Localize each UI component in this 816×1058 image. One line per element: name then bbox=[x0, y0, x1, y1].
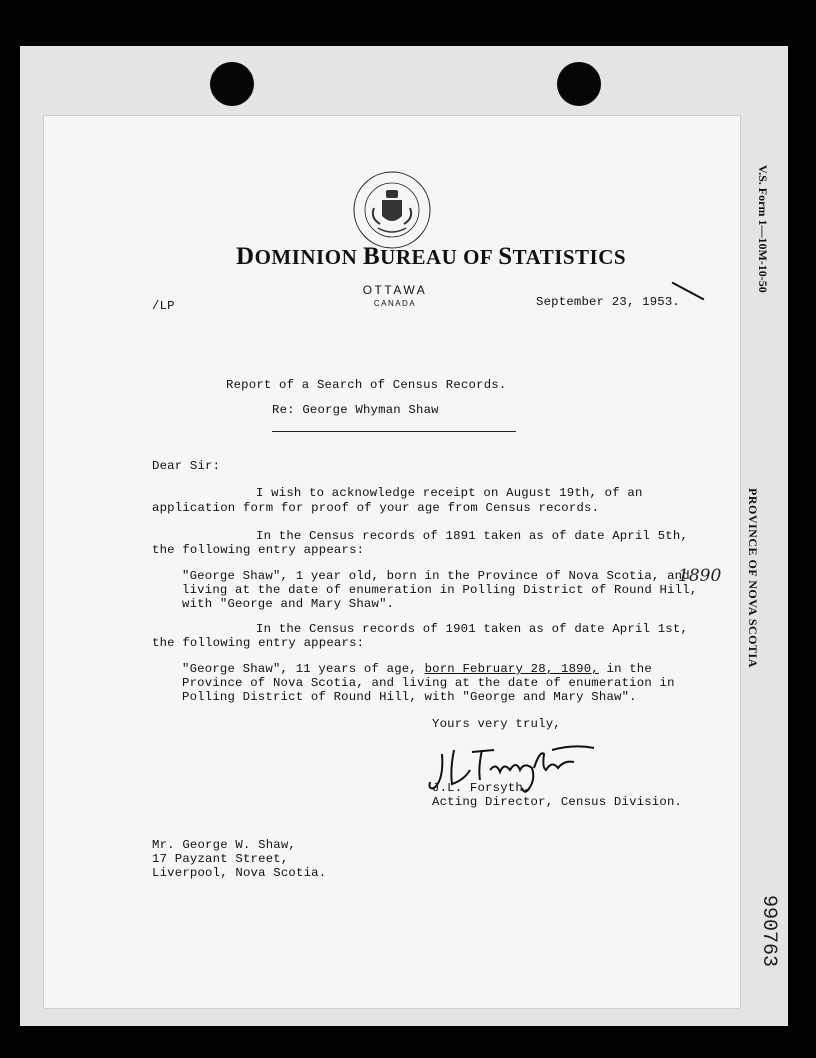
crest-seal-icon bbox=[352, 170, 432, 250]
recipient-line-2: 17 Payzant Street, bbox=[152, 852, 289, 866]
signatory-title: Acting Director, Census Division. bbox=[432, 795, 683, 809]
signature-text: J.L. Forsyth bbox=[424, 740, 432, 741]
subject-rule bbox=[272, 431, 516, 432]
letterhead-city: OTTAWA bbox=[362, 283, 428, 297]
paragraph-1-line-2: application form for proof of your age from Census records. bbox=[152, 501, 600, 515]
margin-year-note: 1890 bbox=[678, 566, 722, 586]
reference-code: /LP bbox=[152, 299, 175, 313]
paragraph-2-line-1: In the Census records of 1891 taken as of date April 5th, bbox=[256, 529, 689, 543]
paragraph-2-line-2: the following entry appears: bbox=[152, 543, 365, 557]
quote-1-line-1: "George Shaw", 1 year old, born in the Province of Nova Scotia, and bbox=[182, 569, 690, 583]
paragraph-1-line-1: I wish to acknowledge receipt on August 19th, of an bbox=[256, 486, 643, 500]
recipient-line-3: Liverpool, Nova Scotia. bbox=[152, 866, 327, 880]
valediction: Yours very truly, bbox=[432, 717, 561, 731]
report-heading: Report of a Search of Census Records. bbox=[226, 378, 507, 392]
file-number: 990763 bbox=[757, 895, 780, 968]
punch-hole-left bbox=[210, 62, 254, 106]
province-label: PROVINCE OF NOVA SCOTIA bbox=[746, 488, 760, 668]
paragraph-3-line-2: the following entry appears: bbox=[152, 636, 365, 650]
re-line: Re: George Whyman Shaw bbox=[272, 403, 439, 417]
quote-2-line-1: "George Shaw", 11 years of age, born February 28, 1890, in the bbox=[182, 662, 652, 676]
salutation: Dear Sir: bbox=[152, 459, 221, 473]
bureau-title: DOMINION BUREAU OF STATISTICS bbox=[236, 243, 627, 270]
quote-2-line-3: Polling District of Round Hill, with "George and Mary Shaw". bbox=[182, 690, 637, 704]
quote-1-line-3: with "George and Mary Shaw". bbox=[182, 597, 395, 611]
signatory-name: J.L. Forsyth, bbox=[432, 781, 531, 795]
punch-hole-right bbox=[557, 62, 601, 106]
form-code: V.S. Form 1—10M-10-50 bbox=[756, 165, 770, 293]
quote-1-line-2: living at the date of enumeration in Polling District of Round Hill, bbox=[182, 583, 698, 597]
paragraph-3-line-1: In the Census records of 1901 taken as of date April 1st, bbox=[256, 622, 689, 636]
quote-2-line-2: Province of Nova Scotia, and living at the date of enumeration in bbox=[182, 676, 675, 690]
recipient-line-1: Mr. George W. Shaw, bbox=[152, 838, 297, 852]
letterhead-country: CANADA bbox=[373, 299, 417, 308]
birth-date-underlined: born February 28, 1890, bbox=[424, 662, 599, 676]
letter-date: September 23, 1953. bbox=[536, 295, 681, 309]
